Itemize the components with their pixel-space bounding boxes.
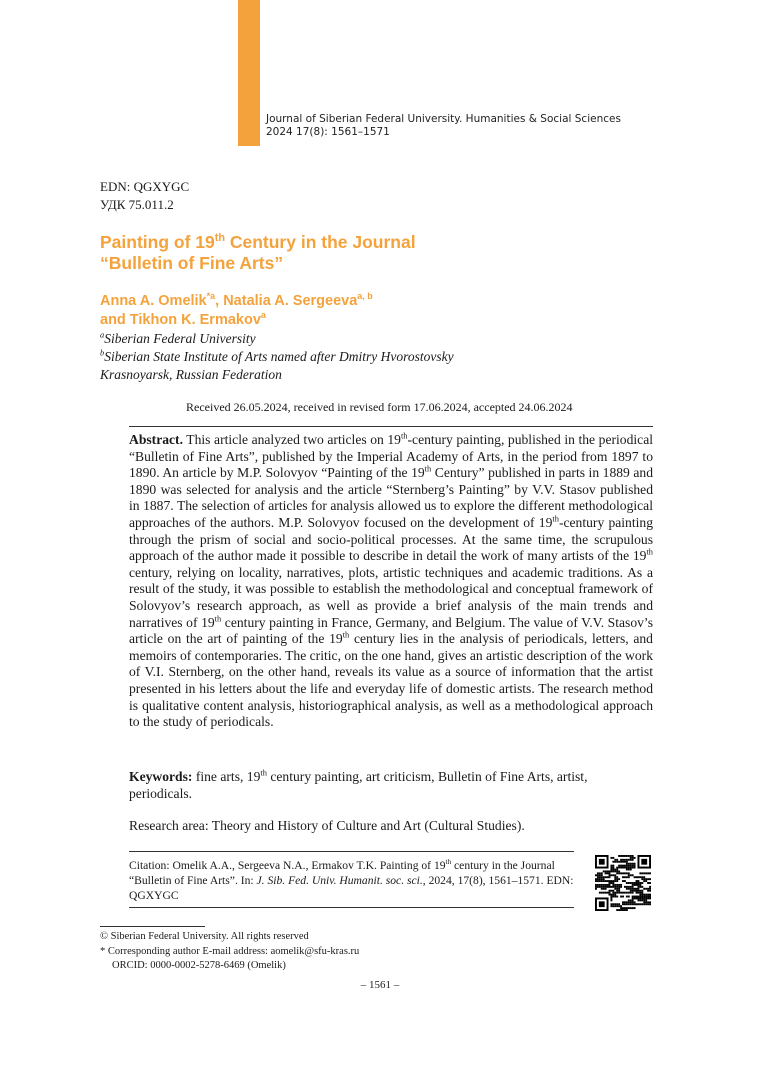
footnotes (100, 930, 359, 974)
citation-journal: J. Sib. Fed. Univ. Humanit. soc. sci. (256, 874, 423, 887)
journal-header (266, 113, 621, 139)
sup-th: th (424, 463, 432, 474)
affil-sup: b (100, 348, 105, 358)
sup-th: th (400, 430, 408, 441)
article-title (100, 232, 660, 274)
orcid-note: ORCID: 0000-0002-5278-6469 (Omelik) (112, 960, 286, 971)
abstract-text: century lies in the analysis of periodicals, letters, and memoirs of contemporaries. The critic, on the one hand, gives an artistic description of the work of V.I. Sternberg, on the other hand, reveals its value as a source of information that the artist presented in his letters about the life and everyday life of domestic artists. The research method is qualitative content analysis, historiographical analysis, as well as a methodological approach to the study of periodicals. (129, 631, 653, 730)
header-accent-bar (238, 0, 260, 146)
abstract-text: century, relying on locality, narratives, plots, artistic techniques and academic traditions. As a result of the study, it was possible to establish the methodological and conceptual framework of Solovyov’s research approach, as well as provide a brief analysis of the main trends and narratives of 19 (129, 564, 653, 630)
keywords-label: Keywords: (129, 769, 193, 784)
udk: УДК 75.011.2 (100, 197, 174, 212)
title-part: Painting of 19 (100, 232, 215, 252)
author-sep: , (215, 293, 224, 309)
edn: EDN: QGXYGC (100, 179, 190, 194)
identifiers (100, 178, 189, 214)
affiliation-a (100, 330, 454, 348)
citation-text: , 2024, 17(8), 1561–1571. EDN: QGXYGC (129, 874, 574, 902)
affil-sup: a (100, 330, 105, 340)
abstract-text: -century painting through the prism of social and socio-political processes. At the same time, the scrupulous approach of the author made it possible to describe in detail the work of many artists of the 19 (129, 514, 653, 564)
author-sup: a (260, 310, 266, 321)
abstract-label: Abstract. (129, 432, 183, 447)
title-sup: th (214, 232, 225, 245)
author-sup: a, b (357, 291, 373, 302)
sup-th: th (445, 858, 452, 867)
sup-th: th (646, 546, 653, 557)
abstract-text: This article analyzed two articles on 19 (182, 432, 401, 447)
keywords (129, 768, 653, 802)
abstract (129, 432, 653, 731)
title-part: Century in the Journal (224, 232, 416, 252)
keywords-text: fine arts, 19 (192, 769, 261, 784)
affiliation-city: Krasnoyarsk, Russian Federation (100, 367, 282, 382)
abstract-text: century painting in France, Germany, and Belgium. The value of V.V. Stasov’s article on the art of painting of the 19 (129, 614, 653, 647)
sup-th: th (552, 513, 559, 524)
received-dates: Received 26.05.2024, received in revised form 17.06.2024, accepted 24.06.2024 (186, 400, 573, 414)
divider (129, 907, 574, 908)
author-name: Anna A. Omelik (100, 293, 207, 309)
qr-code-icon (595, 855, 651, 911)
footnote-divider (100, 926, 205, 927)
abstract-text: Century” published in parts in 1889 and 1890 was selected for analysis and the article “Sternberg’s Painting” by V.V. Stasov published in 1887. The selection of articles for analysis allowed us to explore the different methodological approaches of the authors. M.P. Solovyov focused on the development of 19 (129, 465, 653, 530)
copyright-note: © Siberian Federal University. All rights reserved (100, 931, 309, 942)
journal-name: Journal of Siberian Federal University. Humanities & Social Sciences (266, 113, 621, 125)
title-line2: “Bulletin of Fine Arts” (100, 253, 284, 273)
citation-text: century in the Journal “Bulletin of Fine Arts”. In: (129, 859, 555, 887)
journal-issue: 2024 17(8): 1561–1571 (266, 126, 390, 138)
affil-text: Siberian Federal University (104, 331, 256, 346)
corresponding-note: * Corresponding author E-mail address: aomelik@sfu-kras.ru (100, 945, 360, 957)
author-name: Natalia A. Sergeeva (223, 293, 358, 309)
sup-th: th (260, 767, 267, 778)
citation-text: Citation: Omelik A.A., Sergeeva N.A., Ermakov T.K. Painting of 19 (129, 859, 446, 872)
research-area: Research area: Theory and History of Culture and Art (Cultural Studies). (129, 818, 525, 833)
author-sup: *a (206, 291, 216, 302)
authors (100, 292, 660, 330)
sup-th: th (342, 629, 350, 640)
author-name: and Tikhon K. Ermakov (100, 312, 261, 328)
divider (129, 426, 653, 427)
keywords-text: century painting, art criticism, Bulletin of Fine Arts, artist, periodicals. (129, 769, 588, 801)
abstract-text: -century painting, published in the periodical “Bulletin of Fine Arts”, published by the Imperial Academy of Arts, in the period from 1897 to 1890. An article by M.P. Solovyov “Painting of the 19 (129, 432, 653, 481)
divider (129, 851, 574, 852)
affiliations (100, 330, 454, 384)
sup-th: th (214, 613, 222, 623)
affiliation-b (100, 348, 454, 366)
page-number: – 1561 – (360, 979, 400, 991)
affil-text: Siberian State Institute of Arts named after Dmitry Hvorostovsky (104, 349, 454, 364)
citation (129, 858, 574, 903)
